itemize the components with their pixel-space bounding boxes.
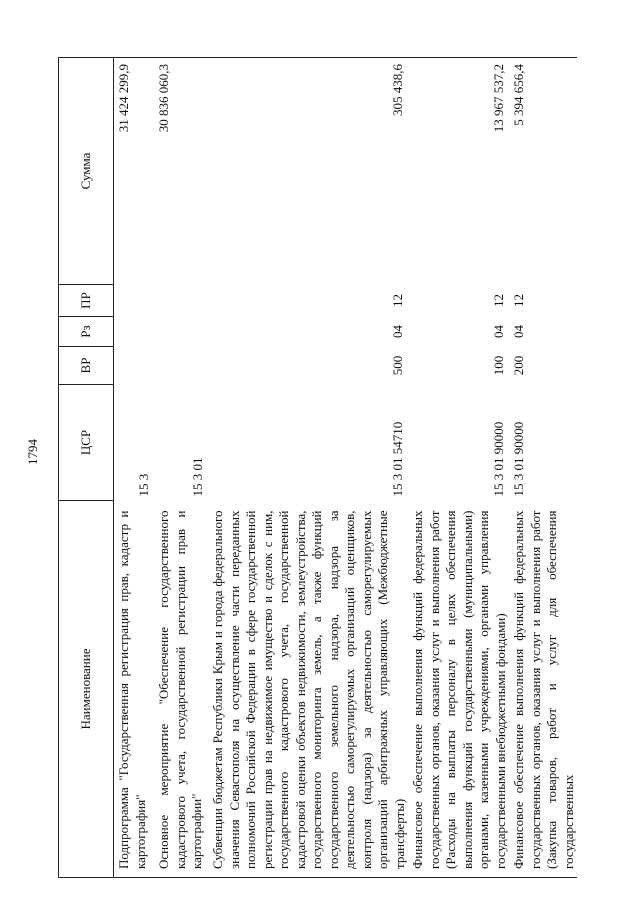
row-name: Основное мероприятие "Обеспечение государственного кадастрового учета, государственной регистрации прав и картографии" bbox=[154, 501, 208, 878]
row-name: Субвенции бюджетам Республики Крым и города федерального значения Севастополя на осуществление части переданных полномочий Российской Федерации в сфере государственной регистрации прав на недвижимое имущество и сделок с ним, государственного кадастрового учета, государственной кадастровой оценки объектов недвижимости, землеустройства, государственного мониторинга земель, а также функций государственного земельного надзора, надзора за деятельностью саморегулируемых организаций оценщиков, контроля (надзора) за деятельностью саморегулируемых организаций арбитражных управляющих (Межбюджетные трансферты) bbox=[208, 501, 408, 878]
table-row bbox=[208, 58, 408, 878]
row-pr: 12 bbox=[511, 294, 526, 307]
row-name: Финансовое обеспечение выполнения функций федеральных государственных органов, оказания услуг и выполнения работ (Закупка товаров, работ и услуг для обеспечения государственных bbox=[509, 501, 577, 878]
table-row bbox=[408, 58, 509, 878]
row-vr: 200 bbox=[511, 355, 526, 376]
row-vr bbox=[114, 347, 155, 385]
rotated-page bbox=[58, 58, 593, 878]
row-vr: 500 bbox=[389, 355, 405, 376]
row-sum: 305 438,6 bbox=[208, 58, 408, 285]
table-row bbox=[114, 58, 155, 878]
row-rz bbox=[114, 317, 155, 347]
row-csr: 15 3 01 54710 bbox=[389, 421, 405, 497]
row-rz: 04 bbox=[389, 325, 405, 338]
table-row bbox=[154, 58, 208, 878]
row-pr: 12 bbox=[389, 294, 405, 307]
page-number: 1794 bbox=[25, 439, 40, 465]
header-name: Наименование bbox=[59, 501, 114, 878]
row-rz: 04 bbox=[490, 325, 506, 338]
row-csr: 15 3 01 bbox=[189, 457, 205, 497]
row-csr: 15 3 01 90000 bbox=[511, 421, 526, 497]
row-csr: 15 3 bbox=[135, 473, 151, 497]
table-row bbox=[509, 58, 577, 878]
header-rz: Рз bbox=[59, 317, 114, 347]
row-sum: 5 394 656,4 bbox=[509, 58, 577, 285]
row-name: Подпрограмма "Государственная регистрация прав, кадастр и картография" bbox=[114, 501, 155, 878]
row-pr: 12 bbox=[490, 294, 506, 307]
row-sum: 13 967 537,2 bbox=[408, 58, 509, 285]
row-vr bbox=[154, 347, 208, 385]
row-pr bbox=[154, 285, 208, 317]
row-sum: 30 836 060,3 bbox=[154, 58, 208, 285]
table-header-row bbox=[59, 58, 114, 878]
row-vr: 100 bbox=[490, 355, 506, 376]
budget-table bbox=[58, 57, 577, 878]
row-rz: 04 bbox=[511, 325, 526, 338]
row-name: Финансовое обеспечение выполнения функций федеральных государственных органов, оказания услуг и выполнения работ (Расходы на выплаты персоналу в целях обеспечения выполнения функций государственными (муниципальными) органами, казенными учреждениями, органами управления государственными внебюджетными фондами) bbox=[408, 501, 509, 878]
row-rz bbox=[154, 317, 208, 347]
row-sum: 31 424 299,9 bbox=[114, 58, 155, 285]
header-vr: ВР bbox=[59, 347, 114, 385]
row-pr bbox=[114, 285, 155, 317]
row-csr: 15 3 01 90000 bbox=[490, 421, 506, 497]
header-sum: Сумма bbox=[59, 58, 114, 285]
header-pr: ПР bbox=[59, 285, 114, 317]
header-csr: ЦСР bbox=[59, 385, 114, 501]
